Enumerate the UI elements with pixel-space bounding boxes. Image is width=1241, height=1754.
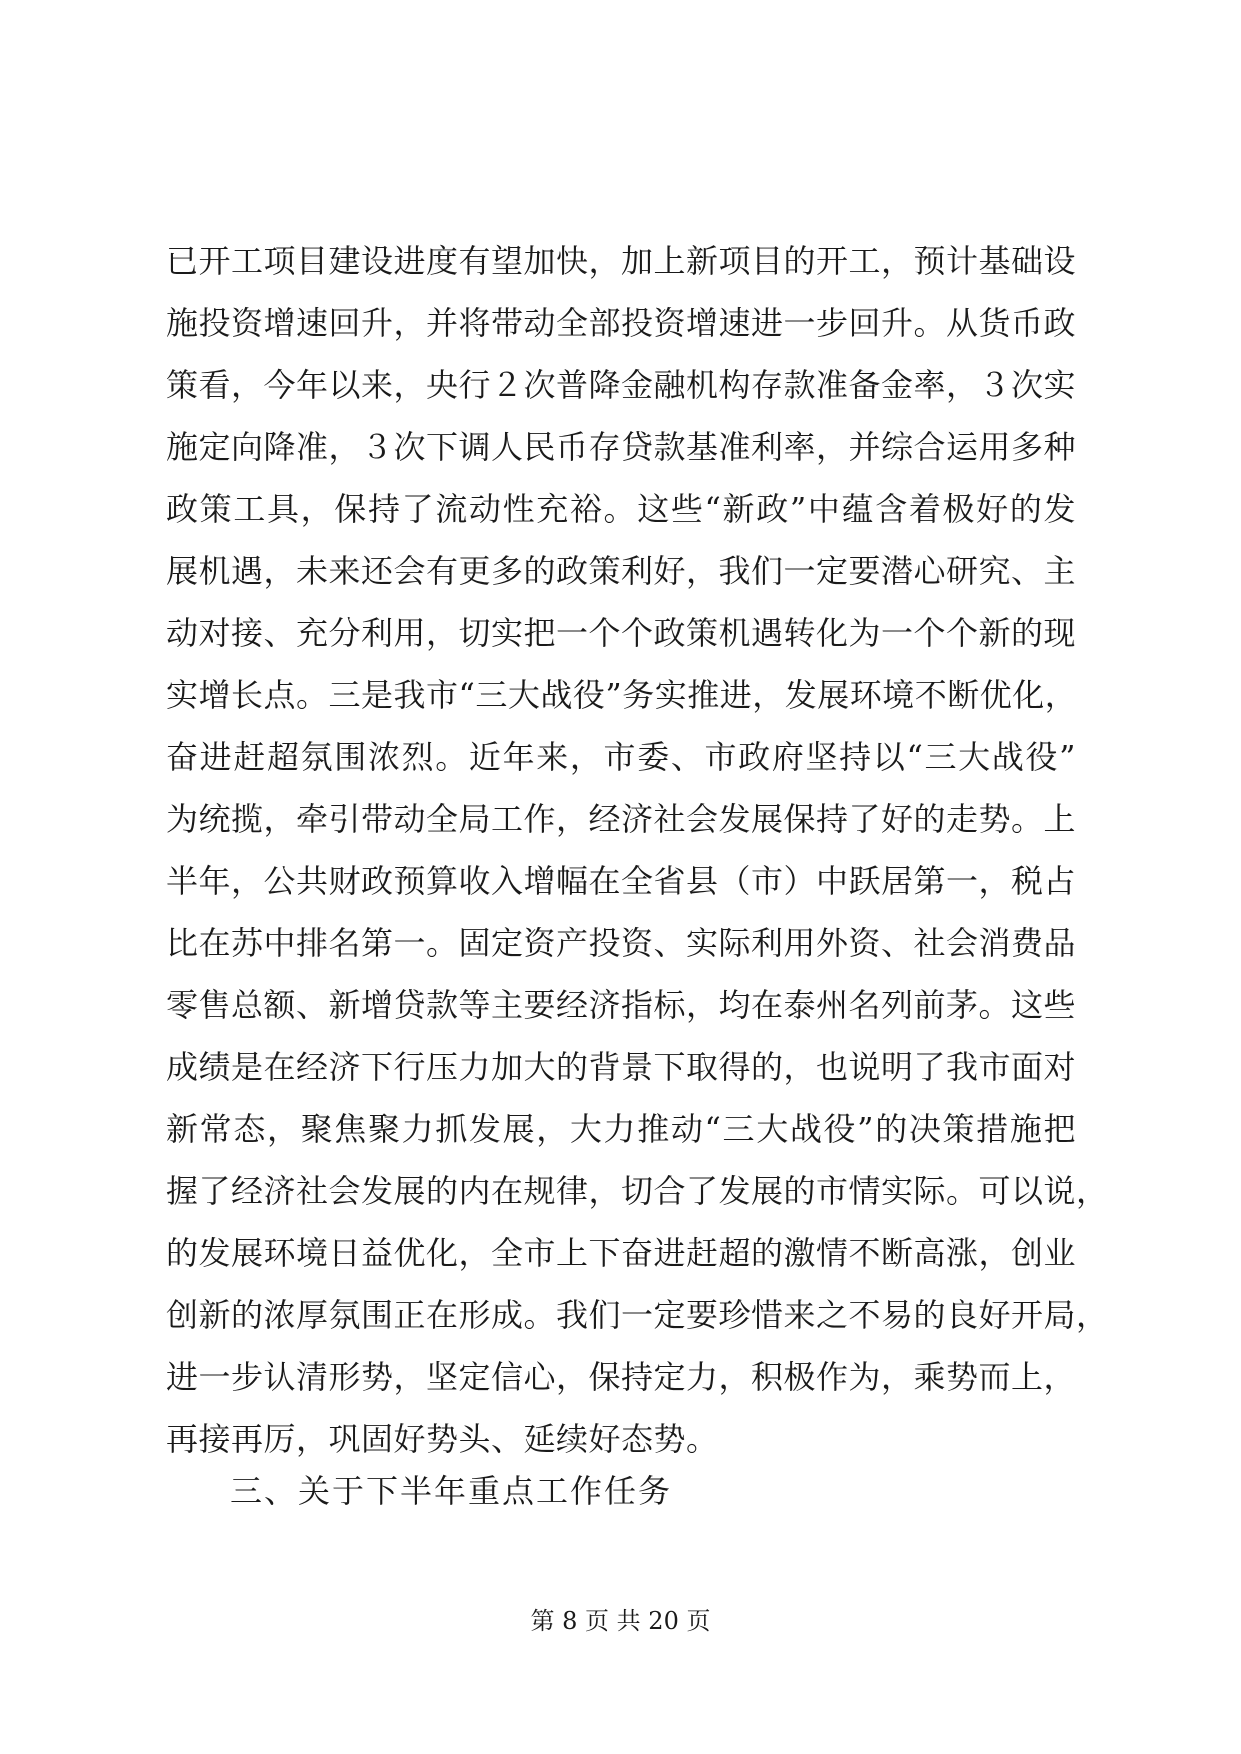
- body-paragraph: [166, 230, 1109, 1470]
- paragraph-line: 创新的浓厚氛围正在形成。我们一定要珍惜来之不易的良好开局，: [166, 1296, 1109, 1334]
- paragraph-line: 的发展环境日益优化，全市上下奋进赶超的激情不断高涨，创业: [166, 1234, 1077, 1272]
- paragraph-line: 奋进赶超氛围浓烈。近年来，市委、市政府坚持以“三大战役”: [166, 738, 1076, 776]
- section-heading: 三、关于下半年重点工作任务: [230, 1472, 673, 1510]
- paragraph-line: 施定向降准，３次下调人民币存贷款基准利率，并综合运用多种: [166, 428, 1077, 466]
- paragraph-line: 比在苏中排名第一。固定资产投资、实际利用外资、社会消费品: [166, 924, 1077, 962]
- paragraph-line: 策看，今年以来，央行２次普降金融机构存款准备金率，３次实: [166, 366, 1077, 404]
- paragraph-line: 新常态，聚焦聚力抓发展，大力推动“三大战役”的决策措施把: [166, 1110, 1076, 1148]
- page-number-footer: 第 8 页 共 20 页: [530, 1607, 711, 1635]
- paragraph-line: 施投资增速回升，并将带动全部投资增速进一步回升。从货币政: [166, 304, 1077, 342]
- paragraph-line: 展机遇，未来还会有更多的政策利好，我们一定要潜心研究、主: [166, 552, 1077, 590]
- paragraph-line: 零售总额、新增贷款等主要经济指标，均在泰州名列前茅。这些: [166, 986, 1077, 1024]
- paragraph-line: 实增长点。三是我市“三大战役”务实推进，发展环境不断优化，: [166, 676, 1078, 714]
- paragraph-line: 成绩是在经济下行压力加大的背景下取得的，也说明了我市面对: [166, 1048, 1077, 1086]
- paragraph-line: 政策工具，保持了流动性充裕。这些“新政”中蕴含着极好的发: [166, 490, 1076, 528]
- paragraph-line: 握了经济社会发展的内在规律，切合了发展的市情实际。可以说，: [166, 1172, 1109, 1210]
- paragraph-line: 动对接、充分利用，切实把一个个政策机遇转化为一个个新的现: [166, 614, 1077, 652]
- paragraph-line: 已开工项目建设进度有望加快，加上新项目的开工，预计基础设: [166, 242, 1077, 280]
- paragraph-line: 进一步认清形势，坚定信心，保持定力，积极作为，乘势而上，: [166, 1358, 1077, 1396]
- paragraph-line: 为统揽，牵引带动全局工作，经济社会发展保持了好的走势。上: [166, 800, 1077, 838]
- paragraph-line: 半年，公共财政预算收入增幅在全省县（市）中跃居第一，税占: [166, 862, 1077, 900]
- paragraph-line: 再接再厉，巩固好势头、延续好态势。: [166, 1420, 719, 1458]
